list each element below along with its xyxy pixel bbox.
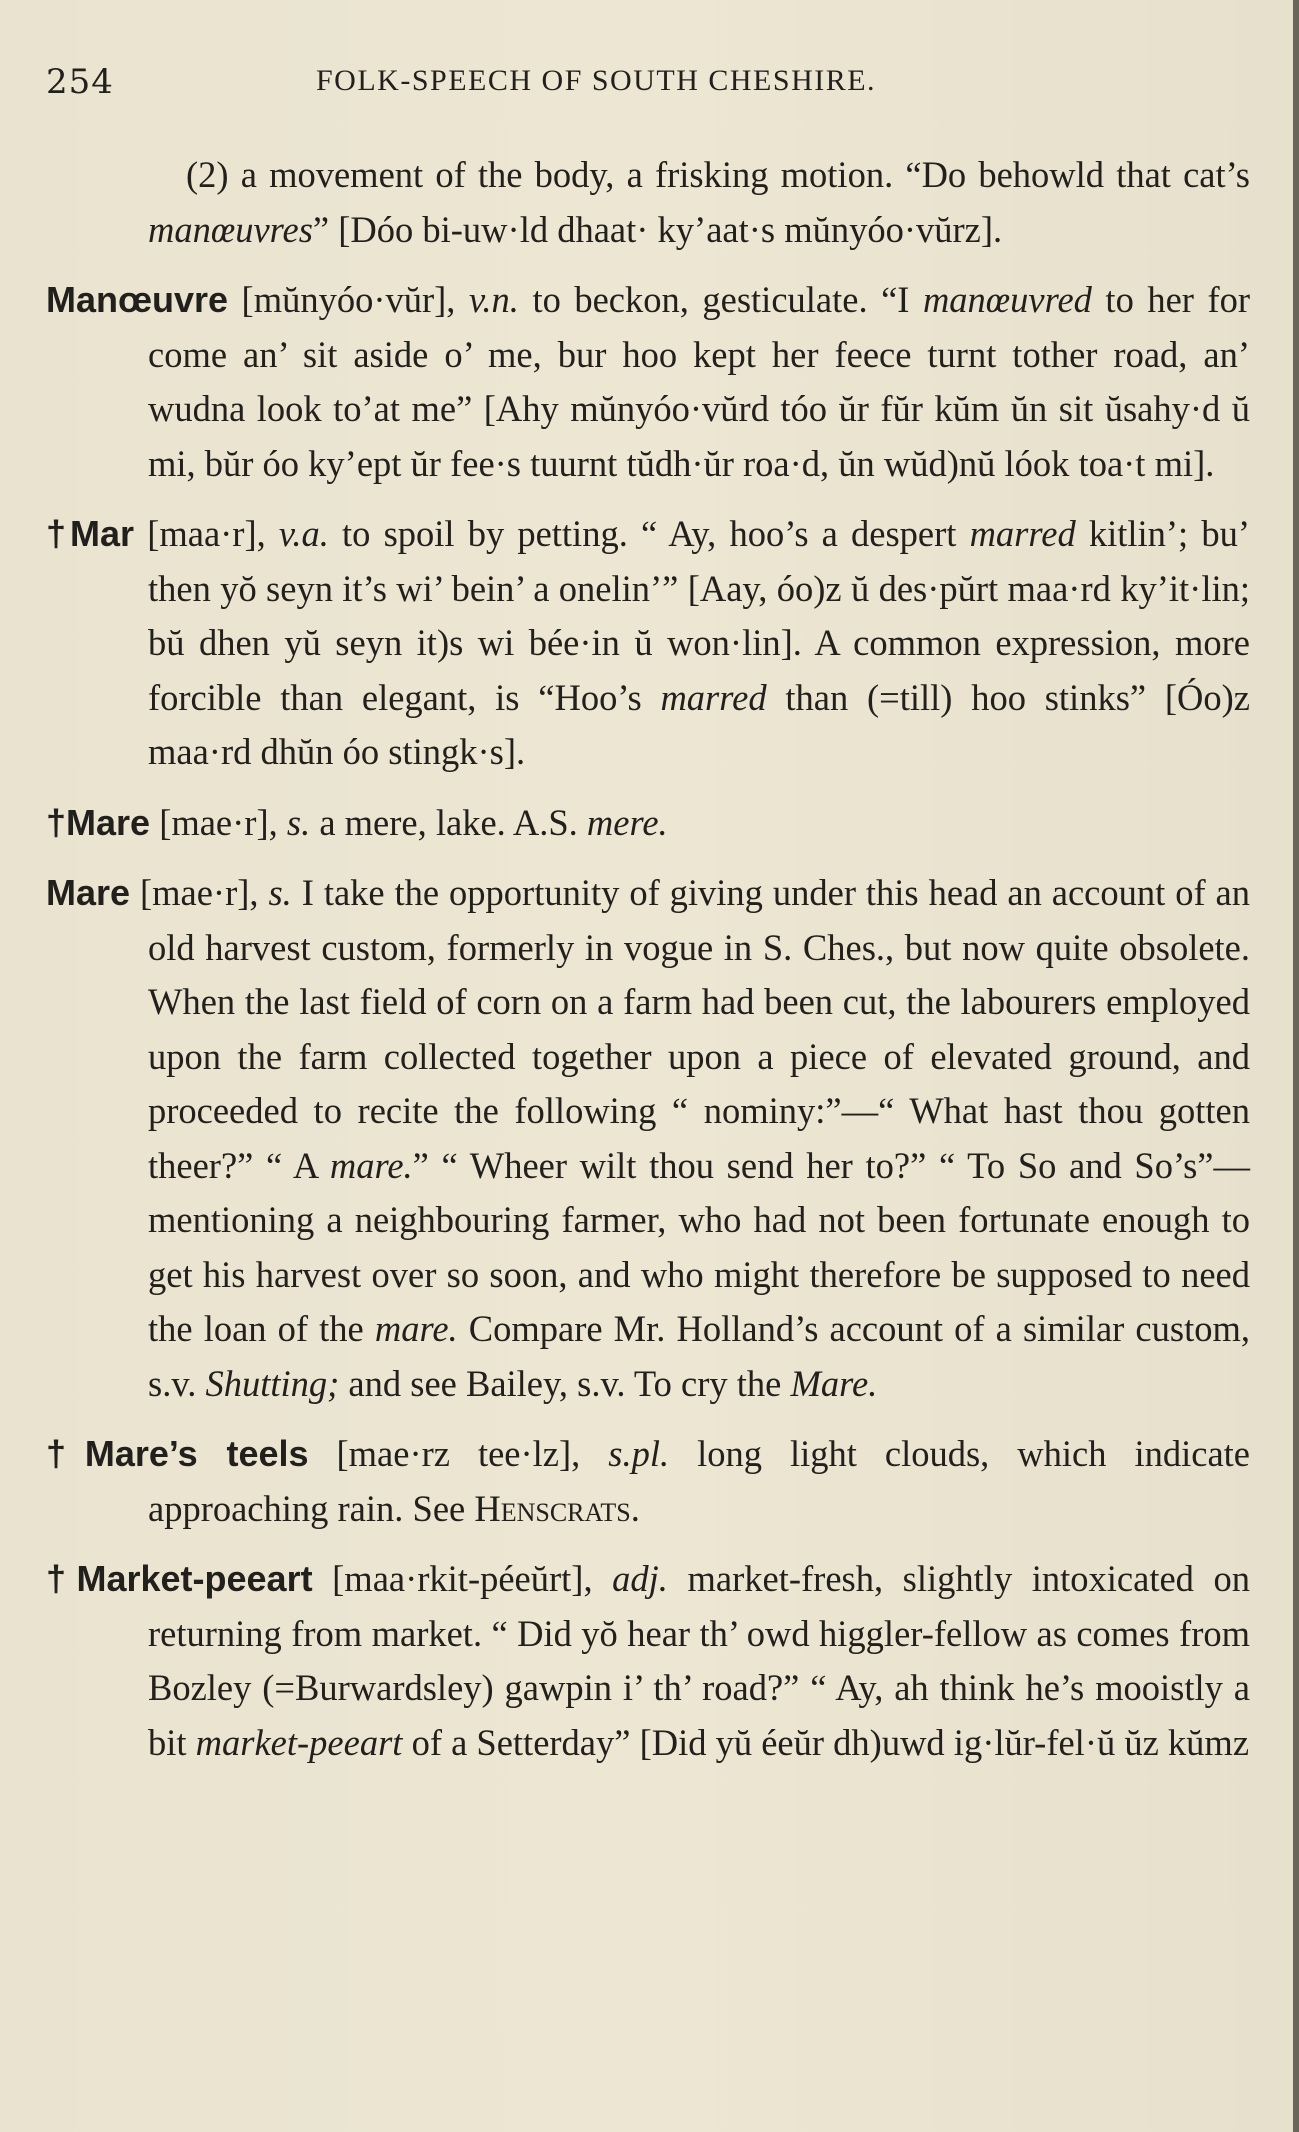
pronunciation: [mae·r], bbox=[150, 801, 287, 843]
pronunciation: [mŭnyóo·vŭr], bbox=[228, 279, 469, 320]
italic-word: manœuvred bbox=[922, 279, 1092, 320]
entry-mar bbox=[46, 507, 1250, 780]
dictionary-text bbox=[46, 148, 1250, 1786]
pronunciation: [mae·r], bbox=[130, 872, 269, 913]
cross-reference: Henscrats bbox=[474, 1487, 631, 1529]
pronunciation: [maa·rkit-péeŭrt], bbox=[312, 1558, 613, 1599]
italic-word: Shutting; bbox=[205, 1362, 340, 1404]
page-edge-shadow bbox=[1293, 0, 1299, 2132]
entry-mare bbox=[46, 866, 1250, 1411]
text-run: . bbox=[630, 1487, 640, 1529]
italic-word: marred bbox=[660, 676, 767, 718]
italic-word: manœuvres bbox=[148, 208, 313, 250]
headword: †Mare bbox=[46, 801, 151, 843]
continuation-paragraph bbox=[46, 148, 1250, 257]
definition: market-fresh, slightly intoxicated on returning from market. “ Did yŏ hear th’ owd higgler-fellow as comes from Bozley (=Burwardsley) gawpin i’ th’ road?” “ Ay, ah think he’s mooistly a bit bbox=[148, 1558, 1251, 1763]
definition: to beckon, gesticulate. “I bbox=[518, 279, 923, 320]
page-header bbox=[46, 62, 1179, 106]
italic-word: mare. bbox=[374, 1308, 458, 1349]
running-title: FOLK-SPEECH OF SOUTH CHESHIRE. bbox=[316, 64, 877, 97]
text-run: (2) a movement of the body, a frisking motion. “Do behowld that cat’s bbox=[186, 154, 1250, 195]
page-number: 254 bbox=[46, 62, 114, 102]
definition: to spoil by petting. “ Ay, hoo’s a despert bbox=[328, 513, 970, 554]
italic-word: mare. bbox=[329, 1144, 413, 1186]
headword: Manœuvre bbox=[46, 279, 229, 320]
italic-word: Mare. bbox=[790, 1362, 878, 1404]
italic-word: marred bbox=[969, 513, 1076, 554]
definition: a mere, lake. A.S. bbox=[310, 801, 587, 843]
example: ” “ Wheer wilt thou send her to?” “ To So and So’s”—mentioning a neighbouring farmer, who had not been fortunate enough to get his harvest over so soon, and who might therefore be supposed to need the loan of the bbox=[148, 1144, 1250, 1349]
part-of-speech: s.pl. bbox=[608, 1433, 670, 1474]
entry-manoeuvre bbox=[46, 273, 1250, 491]
headword: †Mare’s teels bbox=[46, 1433, 309, 1474]
example: kitlin’; bu’ then yŏ seyn it’s wi’ bein’ a onelin’” [Aay, óo)z ŭ des·pŭrt maa·rd ky’it·lin; bŭ dhen yŭ seyn it)s wi bée·in ŭ won·lin]. A common expression, more forcible than elegant, is “Hoo’s bbox=[148, 513, 1250, 718]
definition: and see Bailey, s.v. To cry the bbox=[339, 1362, 791, 1404]
headword: †Market-peeart bbox=[46, 1558, 313, 1599]
example: to her for come an’ sit aside o’ me, bur hoo kept her feece turnt tother road, an’ wudna look to’at me” [Ahy mŭnyóo·vŭrd tóo ŭr fŭr kŭm ŭn sit ŭsahy·d ŭ mi, bŭr óo ky’ept ŭr fee·s tuurnt tŭdh·ŭr roa·d, ŭn wŭd)nŭ lóok toa·t mi]. bbox=[148, 279, 1251, 484]
part-of-speech: v.n. bbox=[468, 279, 519, 320]
pronunciation: [mae·rz tee·lz], bbox=[308, 1433, 609, 1474]
part-of-speech: s. bbox=[268, 872, 292, 913]
definition: I take the opportunity of giving under this head an account of an old harvest custom, formerly in vogue in S. Ches., but now quite obsolete. When the last field of corn on a farm had been cut, the labourers employed upon the farm collected together upon a piece of elevated ground, and proceeded to recite the following “ nominy:”—“ What hast thou gotten theer?” “ A bbox=[148, 872, 1250, 1186]
entry-mare-lake bbox=[46, 796, 1250, 851]
definition: Compare Mr. Holland’s account of a similar custom, s.v. bbox=[148, 1308, 1250, 1404]
part-of-speech: v.a. bbox=[278, 513, 329, 554]
headword: †Mar bbox=[46, 513, 135, 554]
text-run: ” [Dóo bi-uw·ld dhaat· ky’aat·s mŭnyóo·vŭrz]. bbox=[312, 208, 1003, 250]
definition: long light clouds, which indicate approaching rain. See bbox=[148, 1433, 1250, 1529]
part-of-speech: s. bbox=[286, 801, 311, 843]
example: of a Setterday” [Did yŭ éeŭr dh)uwd ig·lŭr-fel·ŭ ŭz kŭmz bbox=[402, 1721, 1250, 1763]
entry-market-peeart bbox=[46, 1552, 1250, 1770]
part-of-speech: adj. bbox=[612, 1558, 668, 1599]
pronunciation: [maa·r], bbox=[134, 513, 279, 554]
example: than (=till) hoo stinks” [Óo)z maa·rd dhŭn óo stingk·s]. bbox=[148, 676, 1250, 772]
headword: Mare bbox=[46, 872, 131, 913]
italic-word: mere. bbox=[586, 801, 668, 843]
italic-word: market-peeart bbox=[195, 1721, 403, 1763]
entry-mares-teels bbox=[46, 1427, 1250, 1536]
